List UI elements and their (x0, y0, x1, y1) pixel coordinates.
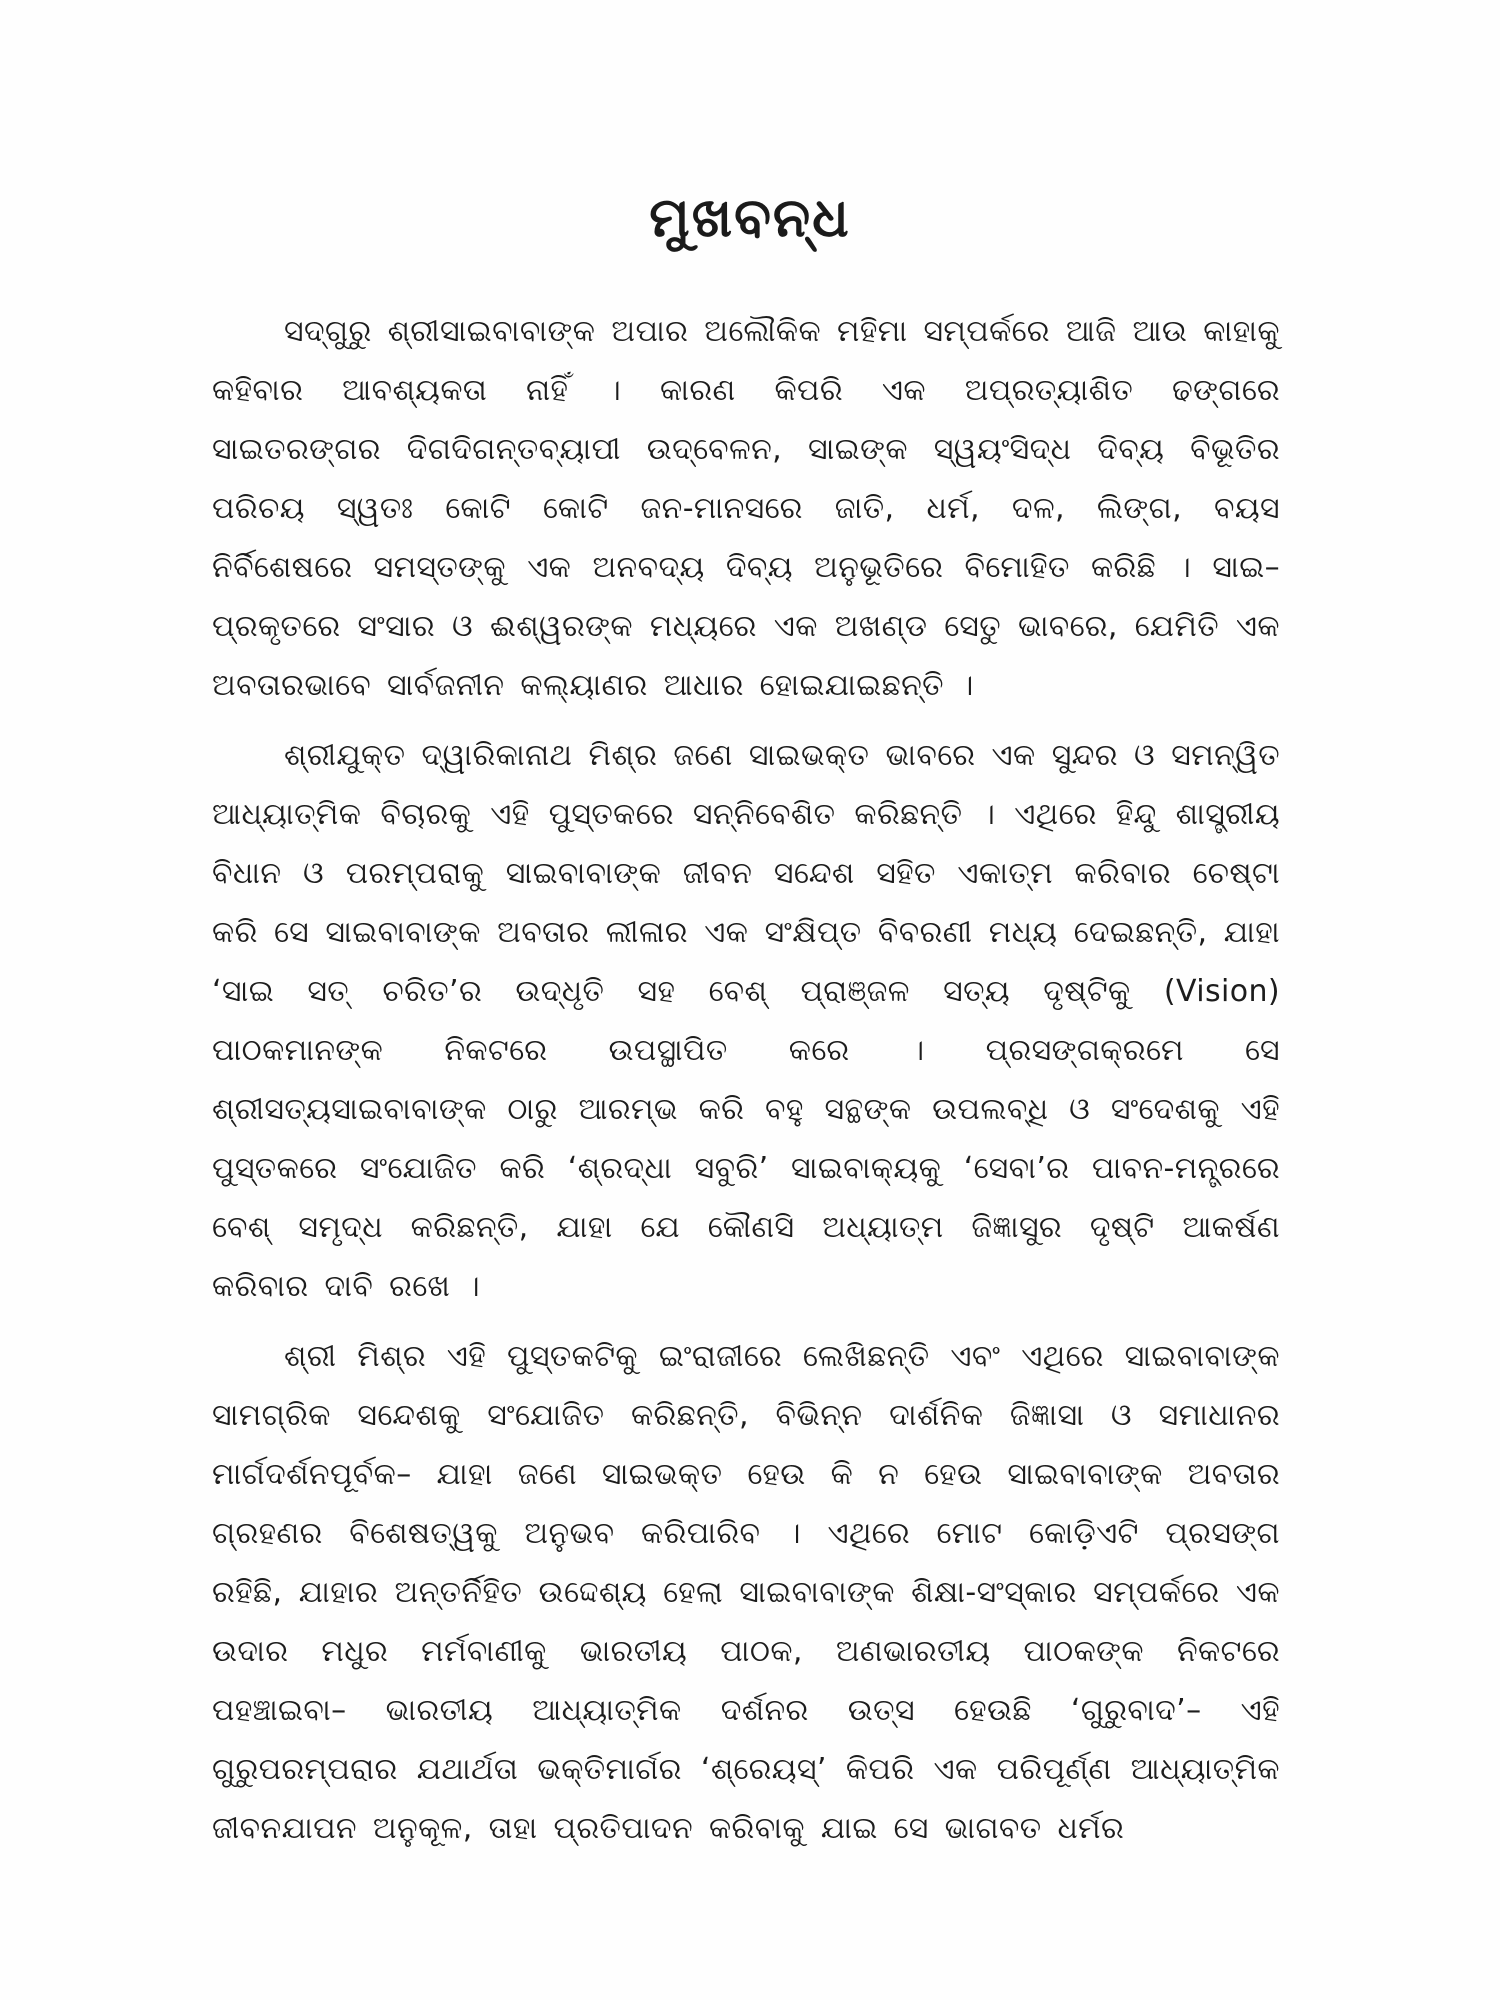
paragraph-3: ଶ୍ରୀ ମିଶ୍ର ଏହି ପୁସ୍ତକଟିକୁ ଇଂରାଜୀରେ ଲେଖିଛନ୍ତି ଏବଂ ଏଥିରେ ସାଇବାବାଙ୍କ ସାମଗ୍ରିକ ସନ୍ଦେଶକୁ ସଂଯୋଜିତ କରିଛନ୍ତି, ବିଭିନ୍ନ ଦାର୍ଶନିକ ଜିଜ୍ଞାସା ଓ ସମାଧାନର ମାର୍ଗଦର୍ଶନପୂର୍ବକ– ଯାହା ଜଣେ ସାଇଭକ୍ତ ହେଉ କି ନ ହେଉ ସାଇବାବାଙ୍କ ଅବତାର ଗ୍ରହଣର ବିଶେଷତ୍ୱକୁ ଅନୁଭବ କରିପାରିବ । ଏଥିରେ ମୋଟ କୋଡ଼ିଏଟି ପ୍ରସଙ୍ଗ ରହିଛି, ଯାହାର ଅନ୍ତର୍ନିହିତ ଉଦ୍ଦେଶ୍ୟ ହେଲା ସାଇବାବାଙ୍କ ଶିକ୍ଷା-ସଂସ୍କାର ସମ୍ପର୍କରେ ଏକ ଉଦାର ମଧୁର ମର୍ମବାଣୀକୁ ଭାରତୀୟ ପାଠକ, ଅଣଭାରତୀୟ ପାଠକଙ୍କ ନିକଟରେ ପହଞ୍ଚାଇବା– ଭାରତୀୟ ଆଧ୍ୟାତ୍ମିକ ଦର୍ଶନର ଉତ୍ସ ହେଉଛି ‘ଗୁରୁବାଦ’– ଏହି ଗୁରୁପରମ୍ପରାର ଯଥାର୍ଥତା ଭକ୍ତିମାର୍ଗର ‘ଶ୍ରେୟସ୍’ କିପରି ଏକ ପରିପୂର୍ଣ୍ଣ ଆଧ୍ୟାତ୍ମିକ ଜୀବନଯାପନ ଅନୁକୂଳ, ତାହା ପ୍ରତିପାଦନ କରିବାକୁ ଯାଇ ସେ ଭାଗବତ ଧର୍ମର (212, 1339, 1280, 1846)
page-title: ମୁଖବନ୍ଧ (649, 186, 851, 249)
paragraph-2: ଶ୍ରୀଯୁକ୍ତ ଦ୍ୱାରିକାନାଥ ମିଶ୍ର ଜଣେ ସାଇଭକ୍ତ ଭାବରେ ଏକ ସୁନ୍ଦର ଓ ସମନ୍ୱିତ ଆଧ୍ୟାତ୍ମିକ ବିଚାରକୁ ଏହି ପୁସ୍ତକରେ ସନ୍ନିବେଶିତ କରିଛନ୍ତି । ଏଥିରେ ହିନ୍ଦୁ ଶାସ୍ତ୍ରୀୟ ବିଧାନ ଓ ପରମ୍ପରାକୁ ସାଇବାବାଙ୍କ ଜୀବନ ସନ୍ଦେଶ ସହିତ ଏକାତ୍ମ କରିବାର ଚେଷ୍ଟା କରି ସେ ସାଇବାବାଙ୍କ ଅବତାର ଲୀଳାର ଏକ ସଂକ୍ଷିପ୍ତ ବିବରଣୀ ମଧ୍ୟ ଦେଇଛନ୍ତି, ଯାହା ‘ସାଇ ସତ୍ ଚରିତ’ର ଉଦ୍ଧୃତି ସହ ବେଶ୍ ପ୍ରାଞ୍ଜଳ ସତ୍ୟ ଦୃଷ୍ଟିକୁ (Vision) ପାଠକମାନଙ୍କ ନିକଟରେ ଉପସ୍ଥାପିତ କରେ । ପ୍ରସଙ୍ଗକ୍ରମେ ସେ ଶ୍ରୀସତ୍ୟସାଇବାବାଙ୍କ ଠାରୁ ଆରମ୍ଭ କରି ବହୁ ସନ୍ଥଙ୍କ ଉପଲବ୍ଧି ଓ ସଂଦେଶକୁ ଏହି ପୁସ୍ତକରେ ସଂଯୋଜିତ କରି ‘ଶ୍ରଦ୍ଧା ସବୁରି’ ସାଇବାକ୍ୟକୁ ‘ସେବା’ର ପାବନ-ମନ୍ତ୍ରରେ ବେଶ୍ ସମୃଦ୍ଧ କରିଛନ୍ତି, ଯାହା ଯେ କୌଣସି ଅଧ୍ୟାତ୍ମ ଜିଜ୍ଞାସୁର ଦୃଷ୍ଟି ଆକର୍ଷଣ କରିବାର ଦାବି ରଖେ । (212, 738, 1280, 1304)
paragraph-1: ସଦ୍‌ଗୁରୁ ଶ୍ରୀସାଇବାବାଙ୍କ ଅପାର ଅଲୌକିକ ମହିମା ସମ୍ପର୍କରେ ଆଜି ଆଉ କାହାକୁ କହିବାର ଆବଶ୍ୟକତା ନାହିଁ । କାରଣ କିପରି ଏକ ଅପ୍ରତ୍ୟାଶିତ ଢଙ୍ଗରେ ସାଇତରଙ୍ଗର ଦିଗଦିଗନ୍ତବ୍ୟାପୀ ଉଦ୍‌ବେଳନ, ସାଇଙ୍କ ସ୍ୱୟଂସିଦ୍ଧ ଦିବ୍ୟ ବିଭୂତିର ପରିଚୟ ସ୍ୱତଃ କୋଟି କୋଟି ଜନ-ମାନସରେ ଜାତି, ଧର୍ମ, ଦଳ, ଲିଙ୍ଗ, ବୟସ ନିର୍ବିଶେଷରେ ସମସ୍ତଙ୍କୁ ଏକ ଅନବଦ୍ୟ ଦିବ୍ୟ ଅନୁଭୂତିରେ ବିମୋହିତ କରିଛି । ସାଇ–ପ୍ରକୃତରେ ସଂସାର ଓ ଈଶ୍ୱରଙ୍କ ମଧ୍ୟରେ ଏକ ଅଖଣ୍ଡ ସେତୁ ଭାବରେ, ଯେମିତି ଏକ ଅବତାରଭାବେ ସାର୍ବଜନୀନ କଲ୍ୟାଣର ଆଧାର ହୋଇଯାଇଛନ୍ତି । (212, 314, 1280, 703)
body-text (212, 302, 1280, 1858)
